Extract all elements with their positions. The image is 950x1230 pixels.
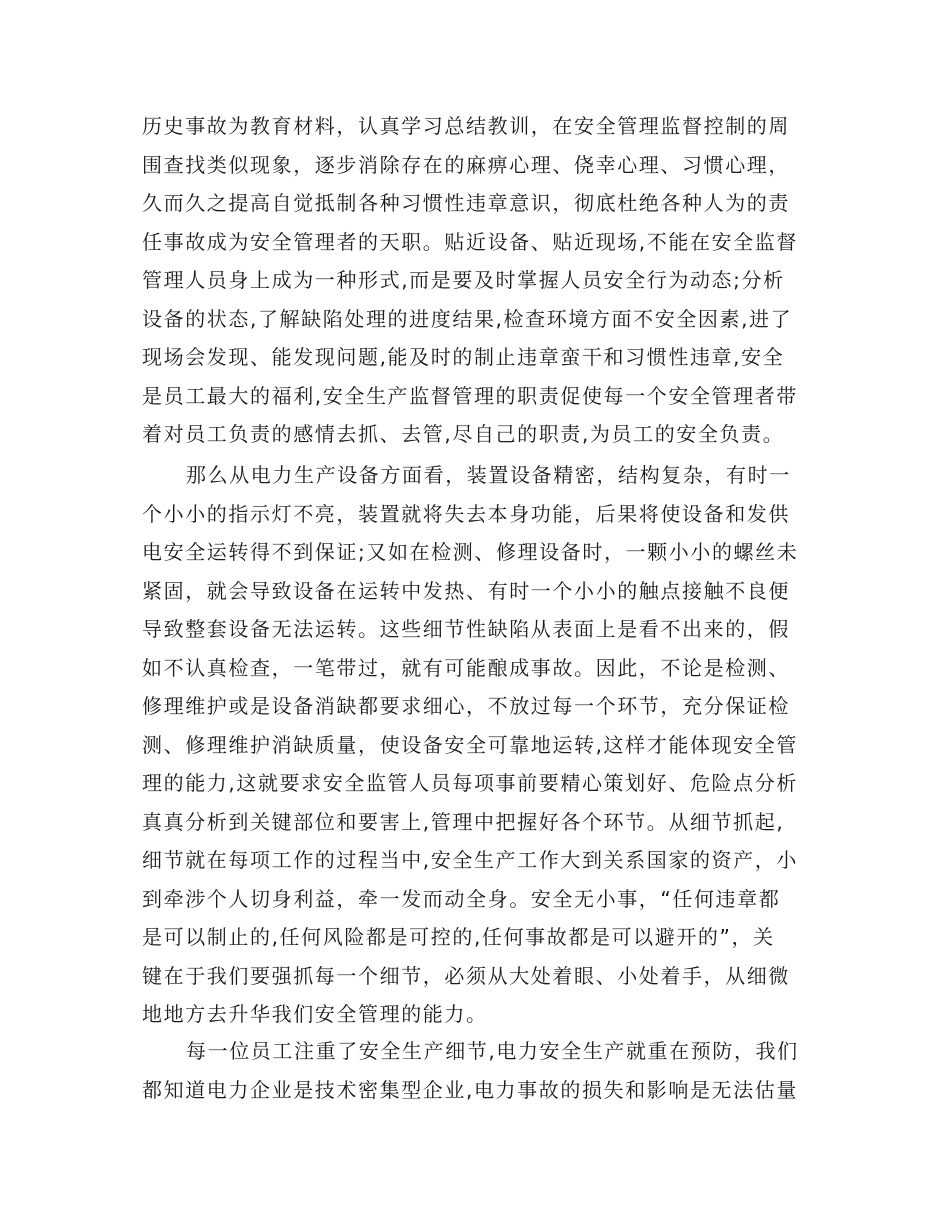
paragraph-line: 个小小的指示灯不亮，装置就将失去本身功能，后果将使设备和发供 <box>142 501 790 526</box>
paragraph-line: 是员工最大的福利,安全生产监督管理的职责促使每一个安全管理者带 <box>142 383 798 408</box>
paragraph-1 <box>142 107 822 454</box>
paragraph-line: 围查找类似现象，逐步消除存在的麻痹心理、侥幸心理、习惯心理， <box>142 152 790 177</box>
paragraph-line: 修理维护或是设备消缺都要求细心，不放过每一个环节，充分保证检 <box>142 694 790 718</box>
paragraph-2 <box>142 456 822 1034</box>
paragraph-line: 任事故成为安全管理者的天职。贴近设备、贴近现场,不能在安全监督 <box>142 229 798 254</box>
paragraph-line: 理的能力,这就要求安全监管人员每项事前要精心策划好、危险点分析 <box>142 771 798 795</box>
paragraph-line: 管理人员身上成为一种形式,而是要及时掌握人员安全行为动态;分析 <box>142 268 785 292</box>
paragraph-line: 都知道电力企业是技术密集型企业,电力事故的损失和影响是无法估量 <box>142 1077 798 1102</box>
paragraph-line: 久而久之提高自觉抵制各种习惯性违章意识，彻底杜绝各种人为的责 <box>142 191 790 215</box>
paragraph-line: 真真分析到关键部位和要害上,管理中把握好各个环节。从细节抓起, <box>142 809 785 834</box>
paragraph-line: 是可以制止的,任何风险都是可控的,任何事故都是可以避开的”，关 <box>142 925 775 949</box>
paragraph-line: 细节就在每项工作的过程当中,安全生产工作大到关系国家的资产，小 <box>142 848 798 872</box>
paragraph-line: 历史事故为教育材料，认真学习总结教训，在安全管理监督控制的周 <box>142 114 790 138</box>
paragraph-line: 电安全运转得不到保证;又如在检测、修理设备时，一颗小小的螺丝未 <box>142 540 799 564</box>
paragraph-line: 设备的状态,了解缺陷处理的进度结果,检查环境方面不安全因素,进了 <box>142 306 793 331</box>
paragraph-line: 键在于我们要强抓每一个细节，必须从大处着眼、小处着手，从细微 <box>142 963 790 988</box>
paragraph-line: 测、修理维护消缺质量，使设备安全可靠地运转,这样才能体现安全管 <box>142 732 798 757</box>
paragraph-line: 紧固，就会导致设备在运转中发热、有时一个小小的触点接触不良便 <box>142 578 790 603</box>
paragraph-line: 着对员工负责的感情去抓、去管,尽自己的职责,为员工的安全负责。 <box>142 422 785 446</box>
paragraph-first-line: 那么从电力生产设备方面看，装置设备精密，结构复杂，有时一 <box>186 463 791 487</box>
paragraph-line: 现场会发现、能发现问题,能及时的制止违章蛮干和习惯性违章,安全 <box>142 345 785 369</box>
paragraph-first-line: 每一位员工注重了安全生产细节,电力安全生产就重在预防，我们 <box>186 1039 799 1063</box>
paragraph-line: 导致整套设备无法运转。这些细节性缺陷从表面上是看不出来的，假 <box>142 617 790 641</box>
paragraph-line: 如不认真检查，一笔带过，就有可能酿成事故。因此，不论是检测、 <box>142 655 790 680</box>
paragraph-line: 到牵涉个人切身利益，牵一发而动全身。安全无小事，“任何违章都 <box>142 886 781 911</box>
paragraph-line: 地地方去升华我们安全管理的能力。 <box>142 1002 488 1026</box>
paragraph-3 <box>142 1032 822 1109</box>
